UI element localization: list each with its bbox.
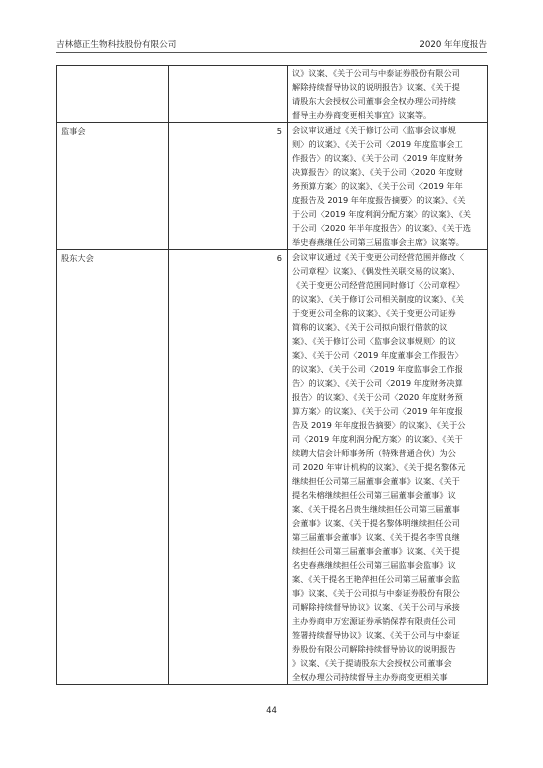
- content-line: 司 2020 年审计机构的议案》、《关于提名黎体元: [292, 462, 466, 472]
- meeting-count-cell: [169, 66, 288, 123]
- content-line: 的议案》、《关于公司〈2019 年度监事会工作报: [292, 364, 463, 374]
- meeting-type-cell: 股东大会: [57, 250, 169, 685]
- content-line: 请股东大会授权公司董事会全权办理公司持续: [292, 96, 456, 106]
- meeting-type-cell: [57, 66, 169, 123]
- content-line: 案、《关于提名王艳萍担任公司第三届董事会监: [292, 574, 460, 584]
- content-line: 简称的议案》、《关于公司拟向银行借款的议: [292, 322, 448, 332]
- content-line: 督导主办券商变更相关事宜》议案等。: [292, 110, 432, 120]
- content-line: 于公司〈2020 年半年度报告〉的议案》、《关于选: [292, 223, 471, 233]
- content-line: 作报告〉的议案》、《关于公司〈2019 年度财务: [292, 153, 463, 163]
- content-line: 的议案》、《关于修订公司相关制度的议案》、《关: [292, 294, 464, 304]
- content-line: 案》、《关于公司〈2019 年度董事会工作报告〉: [292, 350, 463, 360]
- content-line: 提名朱榕继续担任公司第三届董事会董事》议: [292, 490, 456, 500]
- content-line: 解除持续督导协议的说明报告》议案、《关于提: [292, 82, 460, 92]
- content-line: 于变更公司全称的议案》、《关于变更公司证券: [292, 308, 456, 318]
- content-line: 签署持续督导协议》议案、《关于公司与中泰证: [292, 630, 460, 640]
- content-line: 续担任公司第三届董事会董事》议案、《关于提: [292, 546, 460, 556]
- meeting-count-cell: 5: [169, 123, 288, 250]
- content-line: 务预算方案〉的议案》、《关于公司〈2019 年年: [292, 181, 463, 191]
- content-line: 于公司〈2019 年度利润分配方案〉的议案》、《关: [292, 209, 471, 219]
- content-line: 券股份有限公司解除持续督导协议的说明报告: [292, 644, 456, 654]
- content-line: 告及 2019 年年度报告摘要〉的议案》、《关于公: [292, 420, 466, 430]
- header-divider: [56, 52, 487, 53]
- content-line: 决算报告〉的议案》、《关于公司〈2020 年度财: [292, 167, 463, 177]
- table-row: [57, 123, 488, 250]
- page-number: 44: [266, 706, 277, 716]
- page-header: [56, 38, 487, 52]
- content-line: 报告〉的议案》、《关于公司〈2020 年度财务预: [292, 392, 463, 402]
- content-line: 议》议案、《关于公司与中泰证券股份有限公司: [292, 68, 460, 78]
- meetings-table: [56, 65, 488, 685]
- meeting-content-cell: [288, 123, 488, 250]
- content-line: 会议审议通过《关于变更公司经营范围并修改〈: [292, 252, 464, 262]
- content-line: 事》议案、《关于公司拟与中泰证券股份有限公: [292, 588, 460, 598]
- content-line: 告〉的议案》、《关于公司〈2019 年度财务决算: [292, 378, 463, 388]
- meetings-table-body: [57, 66, 488, 685]
- content-line: 名史春燕继续担任公司第三届监事会监事》议: [292, 560, 456, 570]
- meeting-count-cell: 6: [169, 250, 288, 685]
- meeting-content-cell: [288, 66, 488, 123]
- meeting-content-cell: [288, 250, 488, 685]
- report-title: 2020 年年度报告: [419, 40, 487, 50]
- content-line: 续聘大信会计师事务所（特殊普通合伙）为公: [292, 448, 456, 458]
- content-line: 继续担任公司第三届董事会董事》议案、《关于: [292, 476, 460, 486]
- table-row: [57, 250, 488, 685]
- content-line: 会董事》议案、《关于提名黎体明继续担任公司: [292, 518, 460, 528]
- content-line: 主办券商申万宏源证券承销保荐有限责任公司: [292, 616, 456, 626]
- content-line: 司〈2019 年度利润分配方案〉的议案》、《关于: [292, 434, 463, 444]
- content-line: 全权办理公司持续督导主办券商变更相关事: [292, 672, 448, 682]
- content-line: 司解除持续督导协议》议案、《关于公司与承接: [292, 602, 460, 612]
- table-row: [57, 66, 488, 123]
- content-line: 则〉的议案》、《关于公司〈2019 年度监事会工: [292, 139, 463, 149]
- content-line: 案》、《关于修订公司〈监事会议事规则〉的议: [292, 336, 456, 346]
- content-line: 会议审议通过《关于修订公司〈监事会议事规: [292, 125, 456, 135]
- content-line: 度报告及 2019 年年度报告摘要〉的议案》、《关: [292, 195, 466, 205]
- content-line: 第三届董事会董事》议案、《关于提名李雪良继: [292, 532, 460, 542]
- content-line: 公司章程〉议案》、《偶发性关联交易的议案》、: [292, 266, 460, 276]
- content-line: 算方案〉的议案》、《关于公司〈2019 年年度报: [292, 406, 463, 416]
- company-name: 吉林德正生物科技股份有限公司: [56, 40, 177, 50]
- content-line: 《关于变更公司经营范围同时修订〈公司章程〉: [292, 280, 464, 290]
- content-line: 举史春燕继任公司第三届监事会主席》议案等。: [292, 237, 464, 247]
- meeting-type-cell: 监事会: [57, 123, 169, 250]
- content-line: 》议案、《关于提请股东大会授权公司董事会: [292, 658, 452, 668]
- content-line: 案、《关于提名吕贵生继续担任公司第三届董事: [292, 504, 460, 514]
